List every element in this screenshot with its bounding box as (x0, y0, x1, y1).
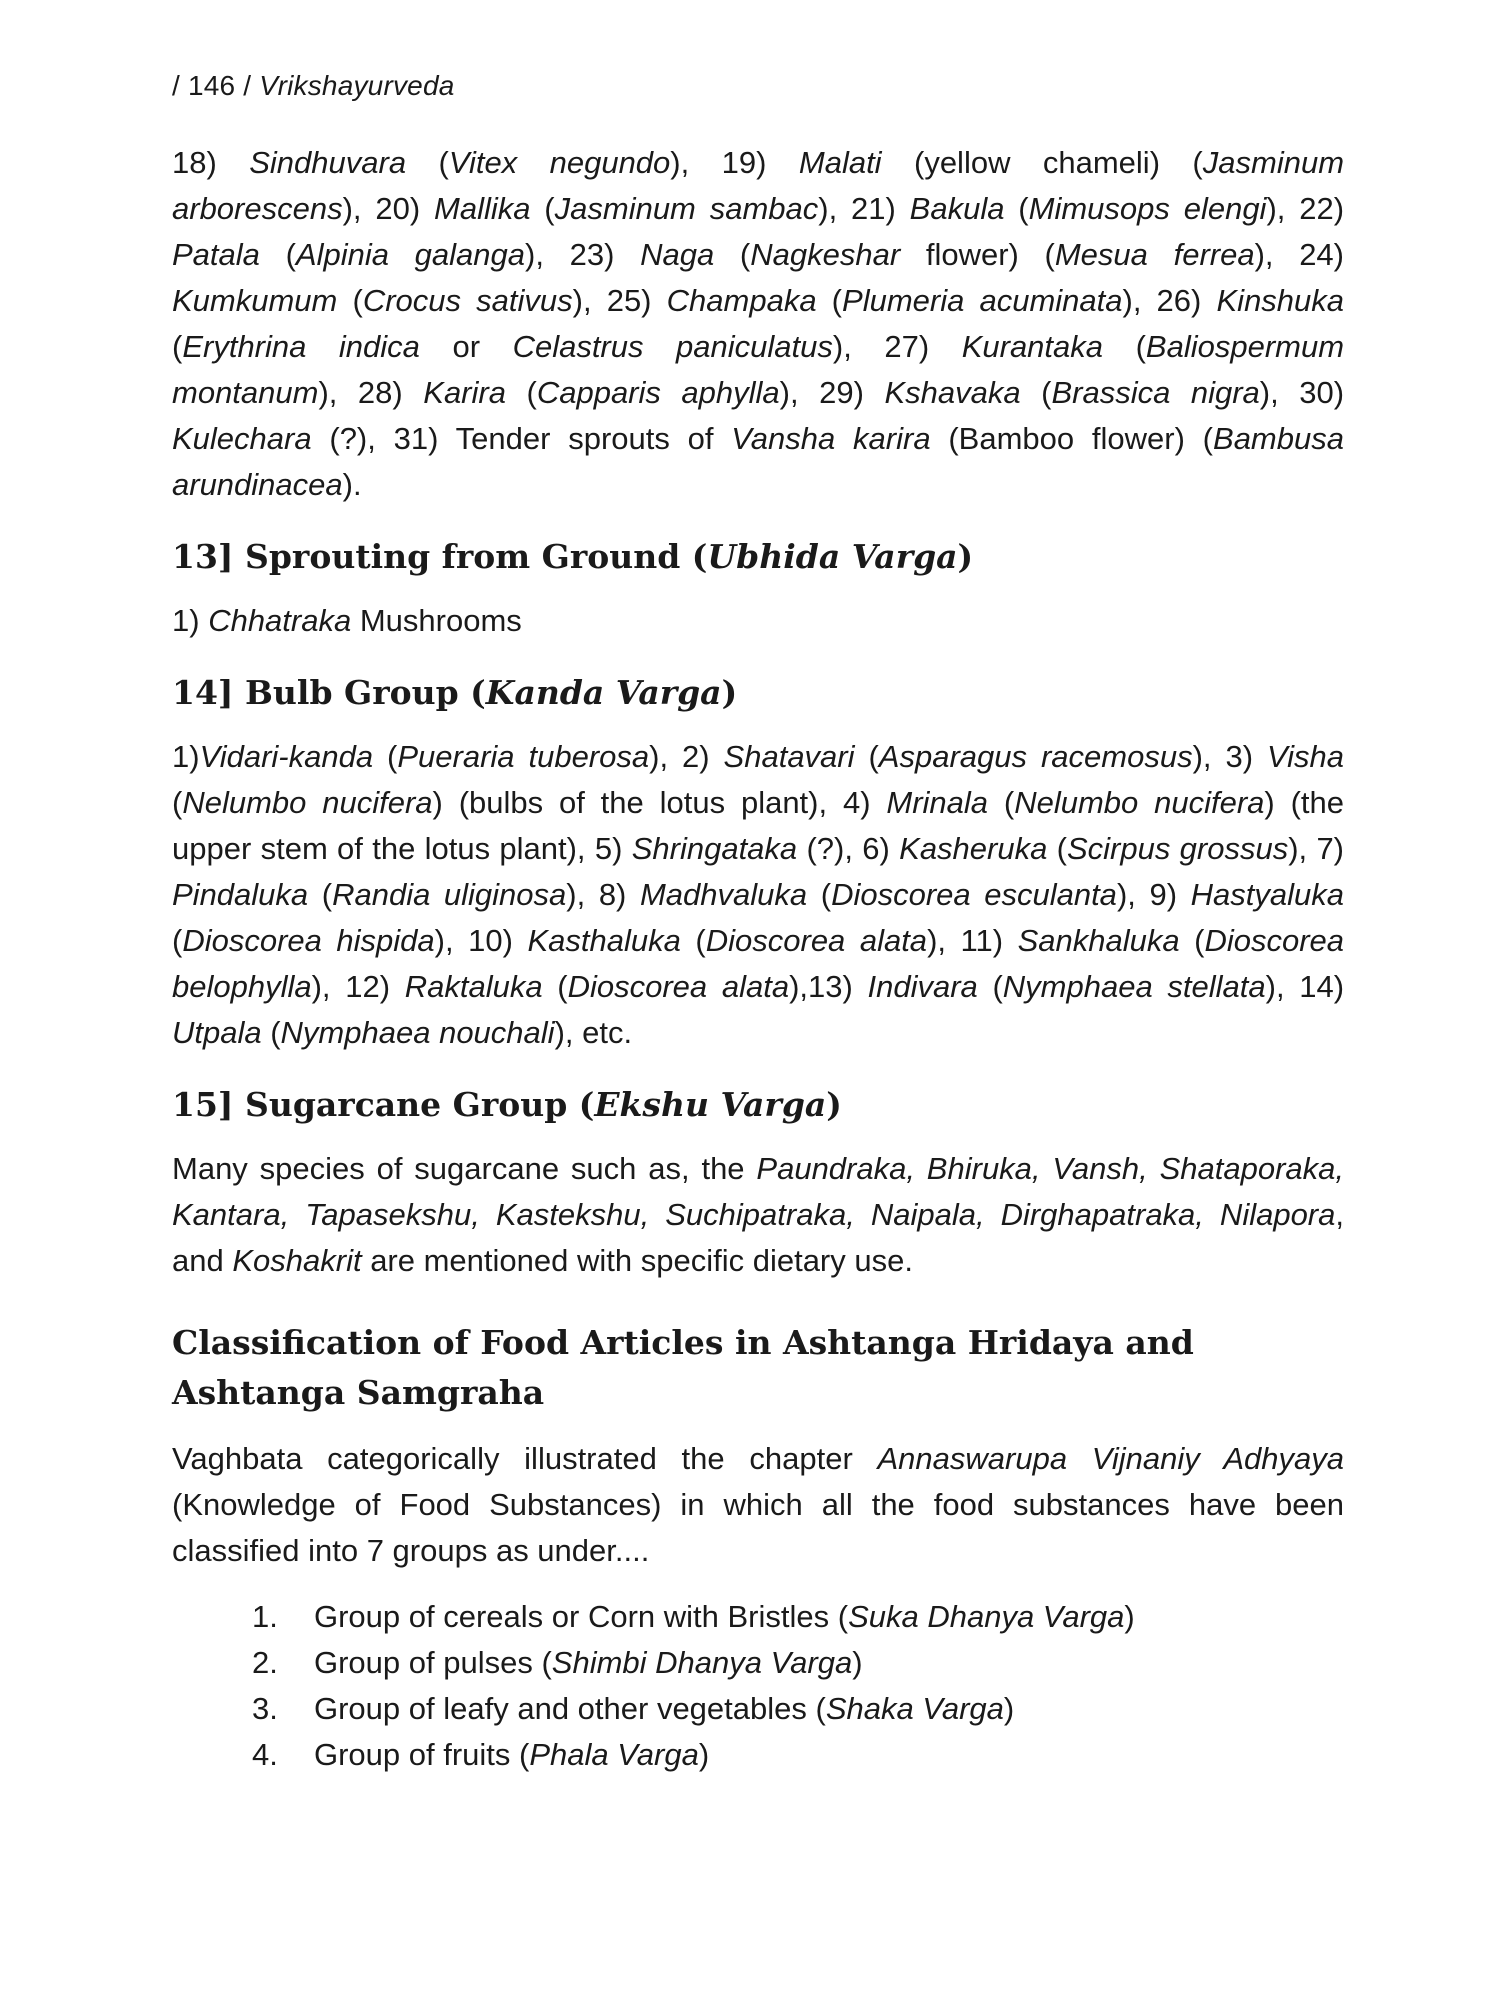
book-page (172, 70, 1344, 1778)
list-item: 3. Group of leafy and other vegetables (Shaka Varga) (252, 1691, 1015, 1726)
book-title: Vrikshayurveda (259, 70, 455, 101)
list-item: 4. Group of fruits (Phala Varga) (252, 1737, 710, 1772)
page-number: / 146 / (172, 70, 252, 101)
section-15-body: Many species of sugarcane such as, the Paundraka, Bhiruka, Vansh, Shataporaka, Kantara, Tapasekshu, Kastekshu, Suchipatraka, Naipala, Dirghapatraka, Nilapora, and Koshakrit are mentioned with specific dietary use. (172, 1151, 1344, 1278)
section-15-heading: 15] Sugarcane Group (Ekshu Varga) (172, 1085, 842, 1124)
section-14-heading: 14] Bulb Group (Kanda Varga) (172, 673, 738, 712)
list-item: 1. Group of cereals or Corn with Bristles (Suka Dhanya Varga) (252, 1599, 1135, 1634)
classification-heading: Classification of Food Articles in Ashtanga Hridaya and Ashtanga Samgraha (172, 1323, 1194, 1412)
section-13-heading: 13] Sprouting from Ground (Ubhida Varga) (172, 537, 974, 576)
food-groups-list (172, 1594, 1344, 1778)
section-14-body: 1)Vidari-kanda (Pueraria tuberosa), 2) Shatavari (Asparagus racemosus), 3) Visha (Nelumbo nucifera) (bulbs of the lotus plant), 4) Mrinala (Nelumbo nucifera) (the upper stem of the lotus plant), 5) Shringataka (?), 6) Kasheruka (Scirpus grossus), 7) Pindaluka (Randia uliginosa), 8) Madhvaluka (Dioscorea esculanta), 9) Hastyaluka (Dioscorea hispida), 10) Kasthaluka (Dioscorea alata), 11) Sankhaluka (Dioscorea belophylla), 12) Raktaluka (Dioscorea alata),13) Indivara (Nymphaea stellata), 14) Utpala (Nymphaea nouchali), etc. (172, 739, 1345, 1050)
section-13-body: 1) Chhatraka Mushrooms (172, 603, 522, 638)
classification-body: Vaghbata categorically illustrated the chapter Annaswarupa Vijnaniy Adhyaya (Knowledge of Food Substances) in which all the food substances have been classified into 7 groups as under.... (172, 1441, 1344, 1568)
running-head (172, 70, 1344, 102)
intro-paragraph: 18) Sindhuvara (Vitex negundo), 19) Malati (yellow chameli) (Jasminum arborescens), 20) Mallika (Jasminum sambac), 21) Bakula (Mimusops elengi), 22) Patala (Alpinia galanga), 23) Naga (Nagkeshar flower) (Mesua ferrea), 24) Kumkumum (Crocus sativus), 25) Champaka (Plumeria acuminata), 26) Kinshuka (Erythrina indica or Celastrus paniculatus), 27) Kurantaka (Baliospermum montanum), 28) Karira (Capparis aphylla), 29) Kshavaka (Brassica nigra), 30) Kulechara (?), 31) Tender sprouts of Vansha karira (Bamboo flower) (Bambusa arundinacea). (172, 145, 1345, 502)
list-item: 2. Group of pulses (Shimbi Dhanya Varga) (252, 1645, 863, 1680)
